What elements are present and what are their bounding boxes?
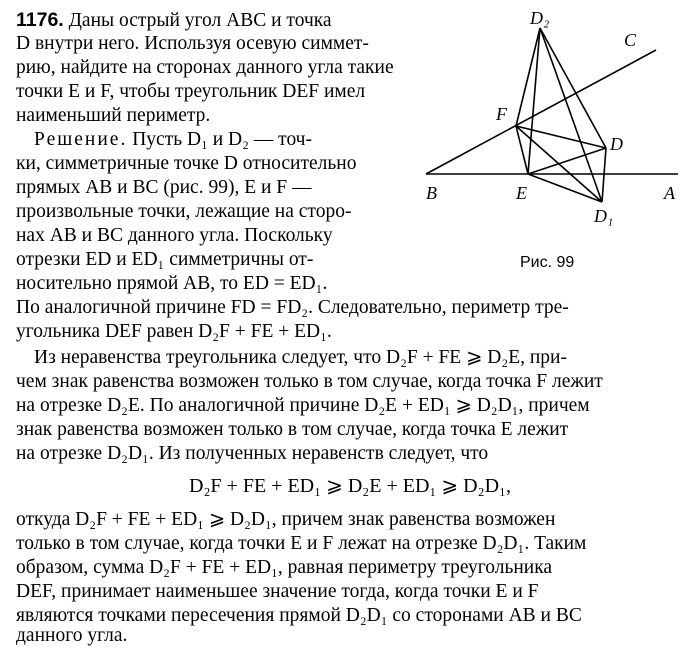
label-f: F [496, 104, 507, 124]
text-line-12: носительно прямой AB, то ED = ED₁. [16, 273, 328, 294]
segment-e-d1 [528, 174, 602, 202]
label-d1: D₁ [594, 206, 614, 226]
text-line-5: наименьший периметр. [16, 105, 211, 126]
segment-f-e [516, 126, 528, 174]
text-line-15: Из неравенства треугольника следует, что D₂F + FE ⩾ D₂E, при- [34, 347, 567, 368]
segment-d-d1 [602, 148, 606, 202]
text-line-26: данного угла. [16, 625, 128, 646]
text-line-1: 1176. Даны острый угол ABC и точка [16, 9, 332, 31]
text-line-22: только в том случае, когда точки E и F лежат на отрезке D₂D₁. Таким [16, 533, 587, 554]
text-line-18: знак равенства возможен только в том случае, когда точка E лежит [16, 419, 569, 440]
text-line-10: нах AB и BC данного угла. Поскольку [16, 225, 333, 246]
text-line-3: рию, найдите на сторонах данного угла такие [16, 57, 394, 78]
text-line-24: DEF, принимает наименьшее значение тогда, когда точки E и F [16, 581, 539, 602]
label-b: B [426, 183, 437, 203]
text-line-16: чем знак равенства возможен только в том случае, когда точка F лежит [16, 371, 603, 392]
text-line-25: являются точками пересечения прямой D₂D₁ со сторонами AB и BC [16, 605, 582, 626]
text-line-9: произвольные точки, лежащие на сторо- [16, 201, 352, 222]
label-e: E [516, 183, 527, 203]
solution-heading: Решение. [34, 129, 128, 150]
segment-d2-d [540, 28, 606, 148]
label-d2: D₂ [530, 8, 550, 28]
text-line-8: прямых AB и BC (рис. 99), E и F — [16, 177, 312, 198]
text-line-17: на отрезке D₂E. По аналогичной причине D₂E + ED₁ ⩾ D₂D₁, причем [16, 395, 590, 416]
ray-bc [426, 50, 656, 174]
text-line-2: D внутри него. Используя осевую симмет- [16, 33, 369, 54]
label-c: C [624, 30, 637, 50]
segment-d2-d1 [540, 28, 602, 202]
geometry-figure [416, 6, 698, 234]
label-d: D [610, 134, 623, 154]
display-formula: D₂F + FE + ED₁ ⩾ D₂E + ED₁ ⩾ D₂D₁, [189, 475, 511, 497]
text-line-19: на отрезке D₂D₁. Из полученных неравенств следует, что [16, 443, 489, 464]
text-line-14: угольника DEF равен D₂F + FE + ED₁. [16, 321, 332, 342]
text-line-4: точки E и F, чтобы треугольник DEF имел [16, 81, 366, 102]
label-a: A [664, 183, 675, 203]
figure-caption: Рис. 99 [520, 254, 575, 271]
text-line-13: По аналогичной причине FD = FD₂. Следовательно, периметр тре- [16, 297, 569, 318]
text-line-11: отрезки ED и ED₁ симметричны от- [16, 249, 314, 270]
text-line-23: образом, сумма D₂F + FE + ED₁, равная периметру треугольника [16, 557, 553, 578]
text-line-7: ки, симметричные точке D относительно [16, 153, 357, 174]
problem-number: 1176. [16, 9, 64, 31]
solution-line-1: Решение. Пусть D₁ и D₂ — точ- [34, 129, 312, 150]
text-line-21: откуда D₂F + FE + ED₁ ⩾ D₂D₁, причем знак равенства возможен [16, 509, 556, 530]
